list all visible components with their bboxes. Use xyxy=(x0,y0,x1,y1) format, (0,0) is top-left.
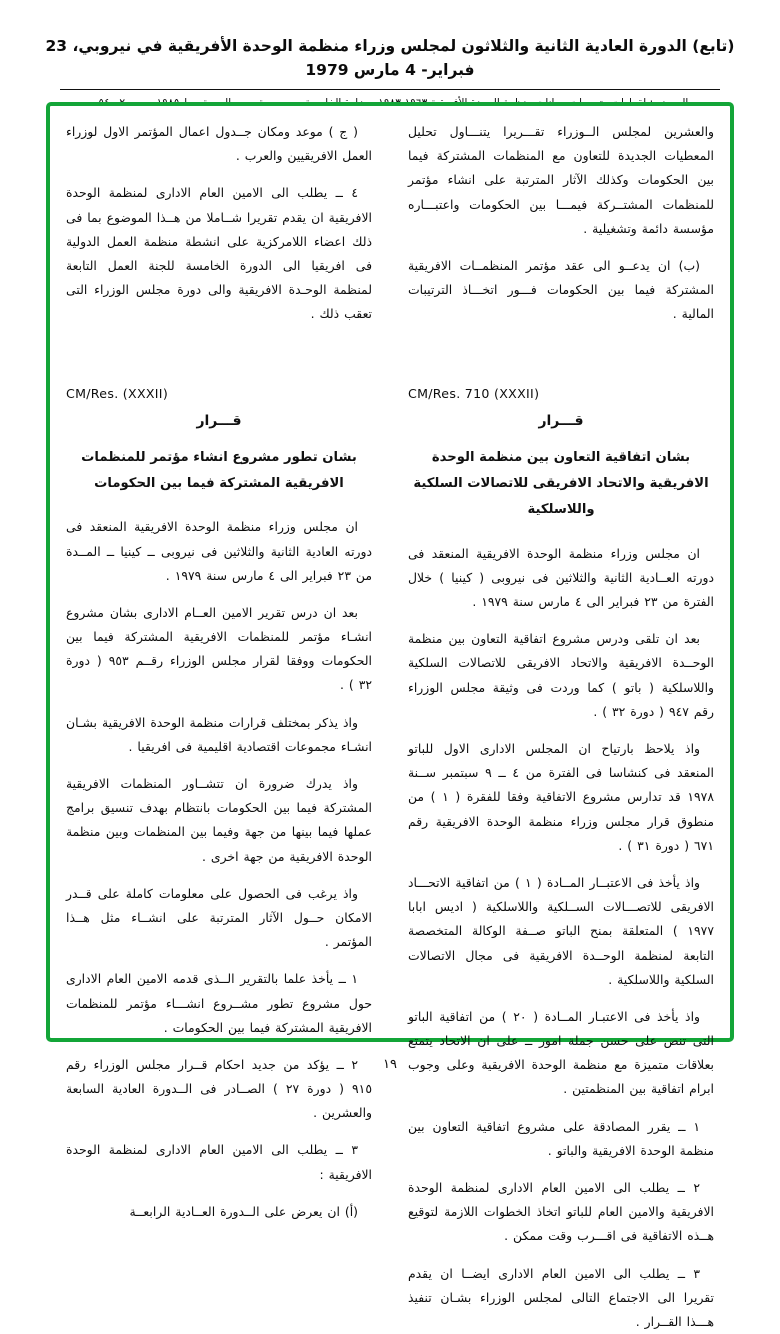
paragraph: ١ ــ يأخذ علما بالتقرير الــذى قدمه الامين العام الادارى حول مشروع تطور مشــروع انشـــاء مؤتمر للمنظمات الافريقية المشتركة فيما بين الحكومات . xyxy=(66,971,372,1035)
two-column-body xyxy=(66,120,714,1329)
resolution-subject: بشان اتفاقية التعاون بين منظمة الوحدة الافريقية والاتحاد الافريقى للاتصالات السلكية واللاسلكية xyxy=(413,449,709,518)
paragraph: والعشرين لمجلس الــوزراء تقـــريرا يتنـــاول تحليل المعطيات الجديدة للتعاون مع المنظمات المشتركة فيما بين الحكومات وكذلك الآثار المترتبة على انشاء مؤتمر للمنظمات المشتــركة فيمـــا بين الحكومات واعتبـــاره مؤسسة دائمة وتشغيلية . xyxy=(408,124,714,236)
paragraph: بعد ان درس تقرير الامين العــام الادارى بشان مشروع انشـاء مؤتمر للمنظمات الافريقية المشتركة فيما بين الحكومات ووفقا لقرار مجلس الوزراء رقــم ٩٥٣ ( دورة ٣٢ ) . xyxy=(66,604,372,693)
paragraph: ( ج ) موعد ومكان جــدول اعمال المؤتمر الاول لوزراء العمل الافريقيين والعرب . xyxy=(66,124,372,164)
paragraph: ١ ــ يقرر المصادقة على مشروع اتفاقية التعاون بين منظمة الوحدة الافريقية والباتو . xyxy=(408,1118,714,1158)
resolution-id: CM/Res. (XXXII) xyxy=(66,385,169,401)
column-right xyxy=(66,120,372,1219)
paragraph: ان مجلس وزراء منظمة الوحدة الافريقية المنعقد فى دورته العــادية الثانية والثلاثين فى نيروبى ( كينيا ) خلال الفترة من ٢٣ فبراير الى ٤ مارس سنة ١٩٧٩ . xyxy=(408,545,714,610)
spacer xyxy=(408,340,714,360)
spacer xyxy=(66,340,372,360)
page-title: (تابع) الدورة العادية الثانية والثلاثون لمجلس وزراء منظمة الوحدة الأفريقية في نيروبي، 23 فبراير- 4 مارس 1979 xyxy=(45,37,735,80)
paragraph: ٣ ــ يطلب الى الامين العام الادارى لمنظمة الوحدة الافريقية : xyxy=(66,1142,372,1182)
resolution-heading: قـــرار xyxy=(538,412,584,429)
resolution-id: CM/Res. 710 (XXXII) xyxy=(408,385,540,401)
paragraph: (أ) ان يعرض على الــدورة العــادية الرابعــة xyxy=(129,1203,358,1219)
paragraph: واذ يدرك ضرورة ان تتشــاور المنظمات الافريقية المشتركة فيما بين الحكومات بانتظام بهدف تنسيق برامج عملها فيما بينها من جهة وفيما بين المنظمات وبين منظمة الوحدة الافريقية من جهة اخرى . xyxy=(66,776,372,864)
paragraph: (ب) ان يدعــو الى عقد مؤتمر المنظمــات الافريقية المشتركة فيما بين الحكومات فـــور اتخـــاذ الترتيبات المالية . xyxy=(408,257,714,322)
paragraph: واذ يأخذ فى الاعتبـار المــادة ( ٢٠ ) من اتفاقية الباتو التى تنص على حسن جملة امور ــ على ان الاتحاد يتمتع بعلاقات متميزة مع منظمة الوحدة الافريقية وعلى وجوب ابرام اتفاقية بين المنظمتين . xyxy=(408,1008,714,1097)
paragraph: ٢ ــ يطلب الى الامين العام الادارى لمنظمة الوحدة الافريقية والامين العام للباتو اتخاذ الخطوات اللازمة لتوقيع هــذه الاتفاقية فى اقـــرب وقت ممكن . xyxy=(408,1180,714,1244)
paragraph: واذ يذكر بمختلف قرارات منظمة الوحدة الافريقية بشـان انشـاء مجموعات اقتصادية اقليمية فى افريقيا . xyxy=(66,714,372,754)
resolution-subject: بشان تطور مشروع انشاء مؤتمر للمنظمات الافريقية المشتركة فيما بين الحكومات xyxy=(81,449,357,491)
header-divider xyxy=(60,89,720,90)
paragraph: ٢ ــ يؤكد من جديد احكام قــرار مجلس الوزراء رقم ٩١٥ ( دورة ٢٧ ) الصــادر فى الــدورة العادية السابعة والعشرين . xyxy=(66,1056,372,1121)
page-number: ١٩ xyxy=(383,1057,397,1072)
content-frame xyxy=(46,102,734,1329)
paragraph: ان مجلس وزراء منظمة الوحدة الافريقية المنعقد فى دورته العادية الثانية والثلاثين فى نيروبى ــ كينيا ــ المــدة من ٢٣ فبراير الى ٤ مارس سنة ١٩٧٩ . xyxy=(66,519,372,583)
column-left xyxy=(408,120,714,1329)
resolution-heading: قـــرار xyxy=(196,412,242,429)
page-header xyxy=(0,0,780,112)
paragraph: واذ يرغب فى الحصول على معلومات كاملة على قــدر الامكان حــول الآثار المترتبة على انشــاء مثل هــذا المؤتمر . xyxy=(66,885,372,950)
paragraph: واذ يأخذ فى الاعتبــار المــادة ( ١ ) من اتفاقية الاتحـــاد الافريقى للاتصـــالات الســلكية واللاسلكية ( اديس ابابا ١٩٧٧ ) المتعلقة بمنح الباتو صــفة الوكالة المتخصصة التابعة لمنظمة الوحــدة الافريقية فى مجال الاتصالات السلكية واللاسلكية . xyxy=(408,874,714,987)
paragraph: بعد ان تلقى ودرس مشروع اتفاقية التعاون بين منظمة الوحــدة الافريقية والاتحاد الافريقى للاتصالات السلكية واللاسلكية ( باتو ) كما وردت فى وثيقة مجلس الوزراء رقم ٩٤٧ ( دورة ٣٢ ) . xyxy=(408,631,714,719)
paragraph: ٤ ــ يطلب الى الامين العام الادارى لمنظمة الوحدة الافريقية ان يقدم تقريرا شــاملا من هــذا الموضوع بما فى ذلك اعضاء اللامركزية على انشطة منظمة العمل الدولية فى افريقيا الى الدورة الخامسة للجنة العمل التابعة لمنظمة الوحـدة الافريقية والى دورة مجلس الوزراء التى تعقب ذلك . xyxy=(66,185,372,322)
paragraph: ٣ ــ يطلب الى الامين العام الادارى ايضــا ان يقدم تقريرا الى الاجتماع التالى لمجلس الوزراء بشـان تنفيذ هـــذا القــرار . xyxy=(408,1265,714,1329)
paragraph: واذ يلاحظ بارتياح ان المجلس الادارى الاول للباتو المنعقد فى كنشاسا فى الفترة من ٤ ــ ٩ سبتمبر ســنة ١٩٧٨ قد تدارس مشروع الاتفاقية وفقا للفقرة ( ١ ) من منطوق قرار مجلس وزراء منظمة الوحدة الافريقية رقم ٦٧١ ( دورة ٣١ ) . xyxy=(408,741,714,853)
